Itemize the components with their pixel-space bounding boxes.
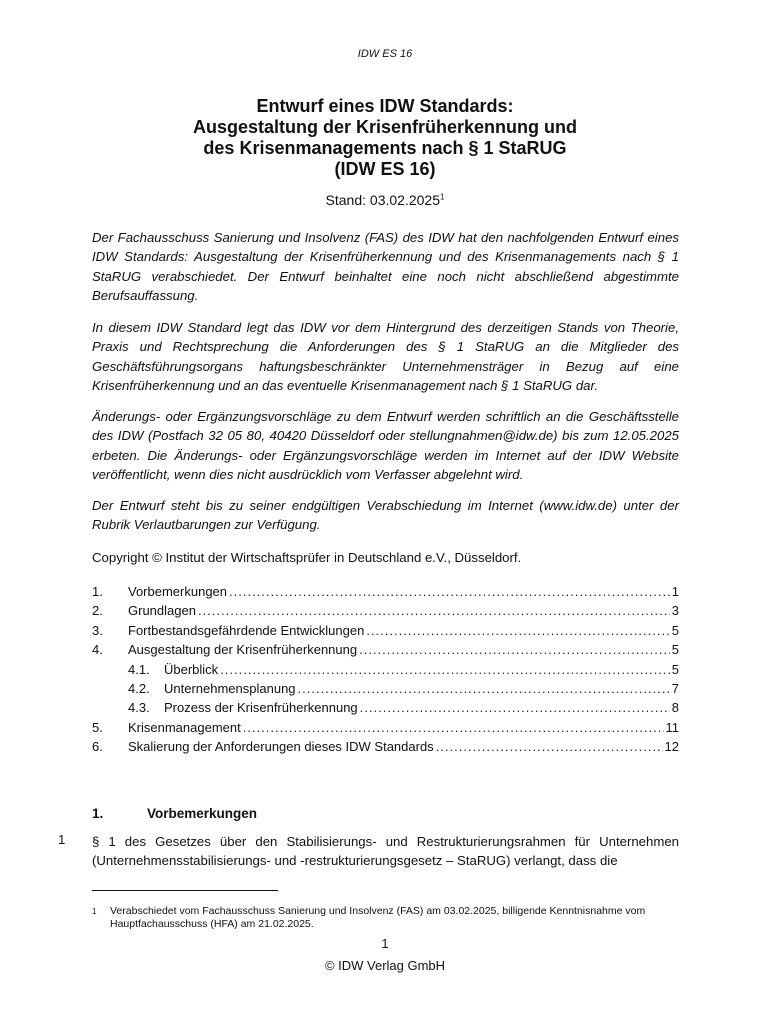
toc-number: 3. xyxy=(92,622,103,638)
toc-entry[interactable] xyxy=(92,642,679,661)
toc-leader xyxy=(298,681,670,696)
footnote-text: Verabschiedet vom Fachausschuss Sanierung und Insolvenz (FAS) am 03.02.2025, billigende Kenntnisnahme vom Hauptfachausschuss (HFA) am 21.02.2025. xyxy=(110,905,646,930)
toc-page: 8 xyxy=(671,700,679,716)
toc-leader xyxy=(243,720,664,735)
toc-page: 7 xyxy=(671,680,679,696)
toc-subentry[interactable] xyxy=(92,662,679,681)
toc-entry[interactable] xyxy=(92,584,679,603)
toc-entry[interactable] xyxy=(92,720,679,739)
toc-label: Grundlagen xyxy=(128,603,196,619)
toc-number: 2. xyxy=(92,603,103,619)
toc-number: 1. xyxy=(92,584,103,599)
body-paragraph: § 1 des Gesetzes über den Stabilisierungs- und Restrukturierungsrahmen für Unternehmen (Unternehmensstabilisierungs- und -restrukturierungsgesetz – StaRUG) verlangt, dass die xyxy=(92,834,679,869)
margin-number: 1 xyxy=(58,832,66,847)
toc-label: Unternehmensplanung xyxy=(164,680,296,696)
toc-page: 12 xyxy=(664,739,679,755)
toc-number: 6. xyxy=(92,739,103,755)
toc-leader xyxy=(360,700,670,715)
toc-leader xyxy=(229,584,670,599)
toc-number: 4. xyxy=(92,642,103,658)
table-of-contents xyxy=(92,584,679,759)
toc-leader xyxy=(220,662,670,677)
toc-label: Skalierung der Anforderungen dieses IDW Standards xyxy=(128,739,434,755)
toc-page: 3 xyxy=(671,603,679,619)
toc-number: 4.2. xyxy=(128,680,150,696)
intro-paragraph-3: Änderungs- oder Ergänzungsvorschläge zu dem Entwurf werden schriftlich an die Geschäftsstelle des IDW (Postfach 32 05 80, 40420 Düsseldorf oder stellungnahmen@idw.de) bis zum 12.05.2025 erbeten. Die Änderungs- oder Ergänzungsvorschläge werden im Internet auf der IDW Website veröffentlicht, wenn dies nicht ausdrücklich vom Verfasser abgelehnt wird. xyxy=(92,409,679,482)
toc-page: 5 xyxy=(671,642,679,658)
title-line-3: des Krisenmanagements nach § 1 StaRUG xyxy=(203,138,567,158)
section-heading xyxy=(92,806,257,821)
intro-paragraph-4: Der Entwurf steht bis zu seiner endgültigen Verabschiedung im Internet (www.idw.de) unter der Rubrik Verlautbarungen zur Verfügung. xyxy=(92,498,679,533)
title-line-4: (IDW ES 16) xyxy=(334,159,436,179)
page-number: 1 xyxy=(381,936,389,951)
stand-text: Stand: 03.02.2025 xyxy=(325,192,440,208)
toc-entry[interactable] xyxy=(92,739,679,758)
stand-footnote-ref[interactable]: 1 xyxy=(439,192,445,202)
toc-number: 4.3. xyxy=(128,700,150,716)
toc-label: Vorbemerkungen xyxy=(128,584,228,599)
toc-subentry[interactable] xyxy=(92,700,679,719)
stand-date xyxy=(0,192,770,208)
toc-page: 1 xyxy=(671,584,679,599)
intro-paragraph-1: Der Fachausschuss Sanierung und Insolvenz (FAS) des IDW hat den nachfolgenden Entwurf eines IDW Standards: Ausgestaltung der Krisenfrüherkennung und des Krisenmanagements nach § 1 StaRUG verabschiedet. Der Entwurf beinhaltet eine noch nicht abschließend abgestimmte Berufsauffassung. xyxy=(92,230,679,303)
toc-entry[interactable] xyxy=(92,623,679,642)
toc-subentry[interactable] xyxy=(92,681,679,700)
toc-entry[interactable] xyxy=(92,603,679,622)
toc-page: 11 xyxy=(665,719,679,735)
footnote-mark: 1 xyxy=(92,907,97,916)
title-line-1: Entwurf eines IDW Standards: xyxy=(256,96,514,116)
copyright-notice: Copyright © Institut der Wirtschaftsprüfer in Deutschland e.V., Düsseldorf. xyxy=(92,550,522,565)
toc-label: Fortbestandsgefährdende Entwicklungen xyxy=(128,622,365,638)
section-title: Vorbemerkungen xyxy=(147,806,258,821)
intro-paragraph-2: In diesem IDW Standard legt das IDW vor dem Hintergrund des derzeitigen Stands von Theorie, Praxis und Rechtsprechung die Anforderungen des § 1 StaRUG an die Mitglieder des Geschäftsführungsorgans haftungsbeschränkter Unternehmensträger in Bezug auf eine Krisenfrüherkennung und an das eventuelle Krisenmanagement nach § 1 StaRUG dar. xyxy=(92,320,679,393)
publisher-footer: © IDW Verlag GmbH xyxy=(324,958,446,973)
document-title xyxy=(0,96,770,180)
toc-page: 5 xyxy=(671,622,679,638)
footnote-divider xyxy=(92,890,278,891)
toc-leader xyxy=(359,642,670,657)
toc-page: 5 xyxy=(671,661,679,677)
toc-label: Ausgestaltung der Krisenfrüherkennung xyxy=(128,642,358,658)
section-number: 1. xyxy=(92,806,104,821)
toc-leader xyxy=(366,623,669,638)
footnote xyxy=(92,905,682,931)
running-header: IDW ES 16 xyxy=(357,48,413,60)
toc-label: Überblick xyxy=(164,661,219,677)
toc-label: Krisenmanagement xyxy=(128,719,241,735)
toc-number: 4.1. xyxy=(128,661,150,677)
toc-label: Prozess der Krisenfrüherkennung xyxy=(164,700,358,716)
toc-leader xyxy=(198,603,670,618)
toc-number: 5. xyxy=(92,719,103,735)
title-line-2: Ausgestaltung der Krisenfrüherkennung und xyxy=(192,117,578,137)
toc-leader xyxy=(436,739,663,754)
